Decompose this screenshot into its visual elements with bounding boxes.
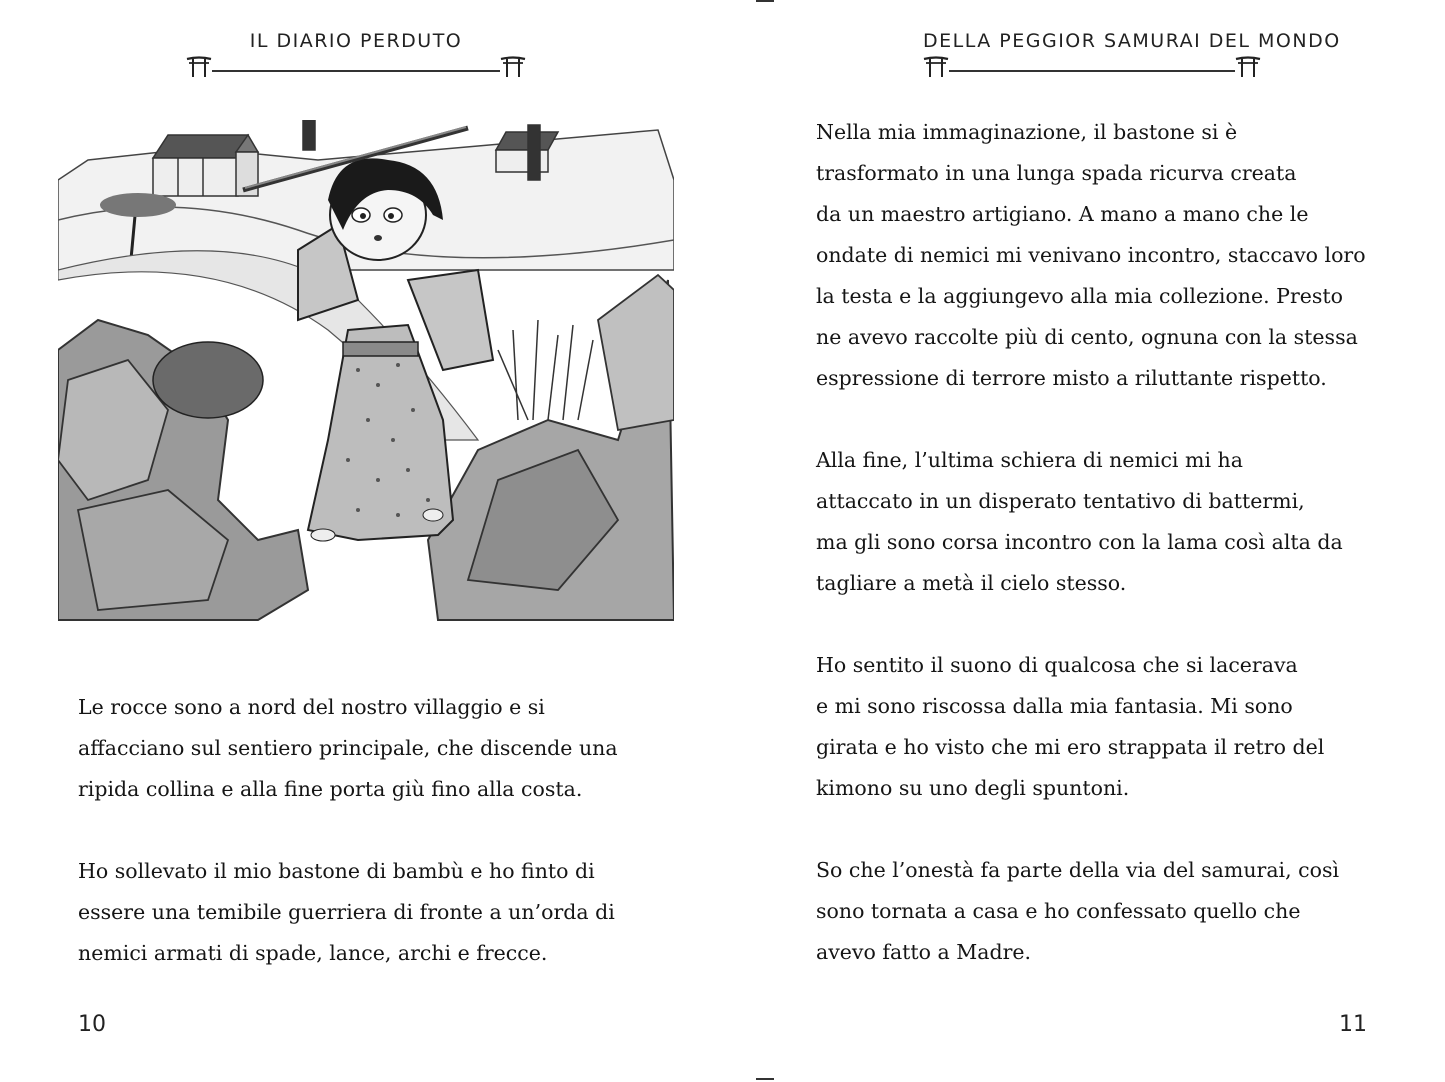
paragraph (816, 850, 1376, 973)
body-text-right (816, 112, 1376, 1014)
header-title: IL DIARIO PERDUTO (249, 30, 463, 52)
text-line: avevo fatto a Madre. (816, 940, 1032, 964)
text-line: Alla fine, l’ultima schiera di nemici mi ha (816, 448, 1243, 472)
text-line: tagliare a metà il cielo stesso. (816, 571, 1127, 595)
text-line: Ho sollevato il mio bastone di bambù e ho finto di (78, 859, 595, 883)
text-line: sono tornata a casa e ho confessato quello che (816, 899, 1301, 923)
header-title: DELLA PEGGIOR SAMURAI DEL MONDO (923, 30, 1341, 52)
text-line: e mi sono riscossa dalla mia fantasia. Mi sono (816, 694, 1293, 718)
text-line: la testa e la aggiungevo alla mia collezione. Presto (816, 284, 1343, 308)
text-line: essere una temibile guerriera di fronte a un’orda di (78, 900, 615, 924)
text-line: ma gli sono corsa incontro con la lama così alta da (816, 530, 1343, 554)
right-page (723, 0, 1445, 1082)
torii-gate-icon (923, 56, 949, 78)
text-line: Le rocce sono a nord del nostro villaggio e si (78, 695, 545, 719)
paragraph (78, 687, 688, 810)
text-line: ne avevo raccolte più di cento, ognuna con la stessa (816, 325, 1358, 349)
text-line: attaccato in un disperato tentativo di battermi, (816, 489, 1305, 513)
text-line: da un maestro artigiano. A mano a mano che le (816, 202, 1309, 226)
torii-gate-icon (186, 56, 212, 78)
page-number: 11 (1339, 1012, 1367, 1037)
text-line: ripida collina e alla fine porta giù fino alla costa. (78, 777, 583, 801)
paragraph (816, 440, 1376, 604)
text-line: Ho sentito il suono di qualcosa che si lacerava (816, 653, 1298, 677)
text-line: trasformato in una lunga spada ricurva creata (816, 161, 1297, 185)
samurai-girl-illustration (58, 120, 674, 625)
text-line: espressione di terrore misto a riluttante rispetto. (816, 366, 1327, 390)
page-number: 10 (78, 1012, 106, 1037)
paragraph (816, 645, 1376, 809)
text-line: kimono su uno degli spuntoni. (816, 776, 1130, 800)
body-text-left (78, 687, 688, 1015)
paragraph (816, 112, 1376, 399)
text-line: So che l’onestà fa parte della via del samurai, così (816, 858, 1340, 882)
header-rule (212, 70, 500, 72)
paragraph (78, 851, 688, 974)
torii-gate-icon (1235, 56, 1261, 78)
text-line: girata e ho visto che mi ero strappata il retro del (816, 735, 1325, 759)
text-line: Nella mia immaginazione, il bastone si è (816, 120, 1238, 144)
text-line: nemici armati di spade, lance, archi e frecce. (78, 941, 548, 965)
left-page (0, 0, 722, 1082)
text-line: affacciano sul sentiero principale, che discende una (78, 736, 618, 760)
text-line: ondate di nemici mi venivano incontro, staccavo loro (816, 243, 1366, 267)
header-rule (949, 70, 1235, 72)
torii-gate-icon (500, 56, 526, 78)
